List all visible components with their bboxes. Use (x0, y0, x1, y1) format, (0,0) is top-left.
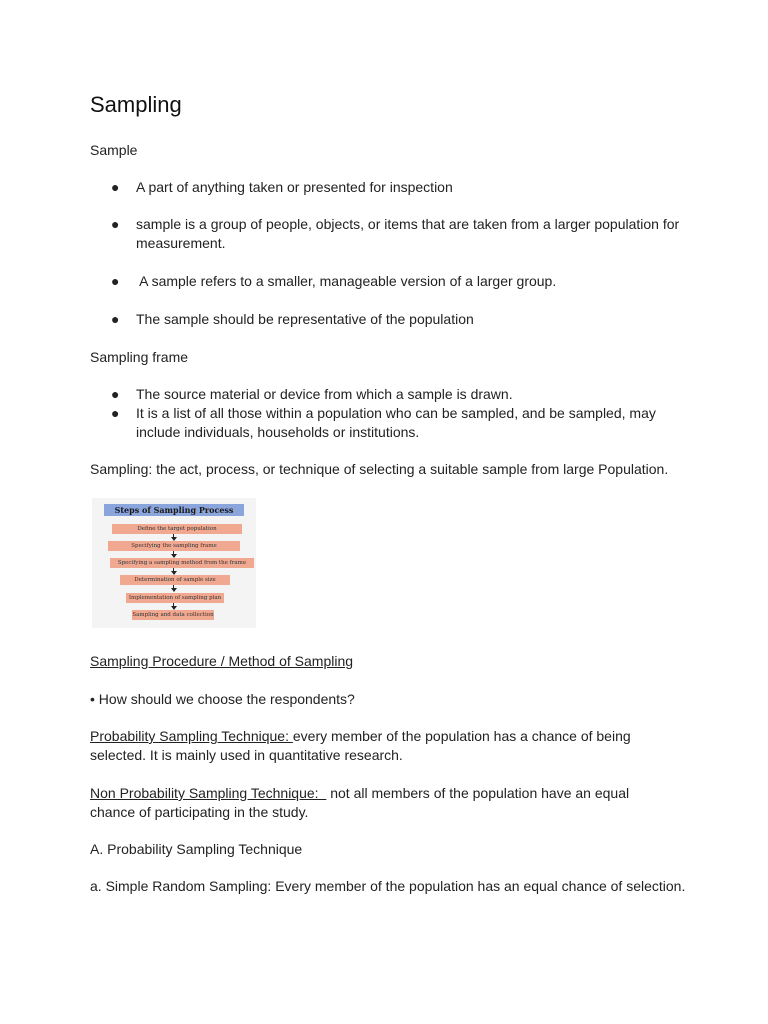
sample-bullet-4: The sample should be representative of the population (136, 311, 474, 327)
bullet-icon: ● (111, 179, 120, 195)
section-a-heading: A. Probability Sampling Technique (90, 841, 303, 857)
sampling-definition: Sampling: the act, process, or technique of selecting a suitable sample from large Population. (90, 461, 669, 477)
frame-bullet-1: The source material or device from which a sample is drawn. (136, 386, 513, 402)
simple-random-sampling: a. Simple Random Sampling: Every member of the population has an equal chance of selection. (90, 878, 686, 894)
procedure-heading: Sampling Procedure / Method of Sampling (90, 653, 354, 669)
bullet-icon: ● (111, 405, 120, 421)
probability-text: every member of the population has a chance of being selected. It is mainly used in quantitative research. (90, 728, 631, 763)
probability-definition (90, 727, 640, 765)
sampling-process-figure (92, 498, 256, 628)
bullet-icon: ● (111, 216, 120, 232)
figure-step: Determination of sample size (120, 575, 230, 585)
figure-step: Implementation of sampling plan (126, 593, 224, 603)
bullet-icon: ● (111, 273, 120, 289)
figure-step: Specifying a sampling method from the frame (110, 558, 254, 568)
figure-step: Sampling and data collection (132, 612, 214, 618)
page-title: Sampling (90, 92, 182, 117)
down-arrow-icon (172, 534, 176, 541)
non-probability-definition (90, 784, 672, 822)
figure-step: Define the target population (112, 524, 242, 534)
bullet-icon: ● (111, 386, 120, 402)
sample-heading: Sample (90, 142, 138, 158)
non-probability-label: Non Probability Sampling Technique: (90, 785, 327, 801)
figure-step: Specifying the sampling frame (108, 541, 240, 551)
non-probability-text: not all members of the population have an equal chance of participating in the study. (90, 785, 630, 820)
respondents-question: • How should we choose the respondents? (90, 691, 355, 707)
down-arrow-icon (172, 551, 176, 558)
sample-bullet-3: A sample refers to a smaller, manageable version of a larger group. (136, 273, 557, 289)
probability-label: Probability Sampling Technique: (90, 728, 293, 744)
frame-heading: Sampling frame (90, 349, 189, 365)
figure-title: Steps of Sampling Process (104, 504, 244, 516)
down-arrow-icon (172, 585, 176, 592)
sample-bullet-1: A part of anything taken or presented for inspection (136, 179, 453, 195)
sample-bullet-2: sample is a group of people, objects, or items that are taken from a larger population for measurement. (136, 216, 680, 251)
down-arrow-icon (172, 603, 176, 610)
bullet-icon: ● (111, 311, 120, 327)
down-arrow-icon (172, 568, 176, 575)
frame-bullet-2: It is a list of all those within a population who can be sampled, and be sampled, may include individuals, households or institutions. (136, 405, 656, 440)
